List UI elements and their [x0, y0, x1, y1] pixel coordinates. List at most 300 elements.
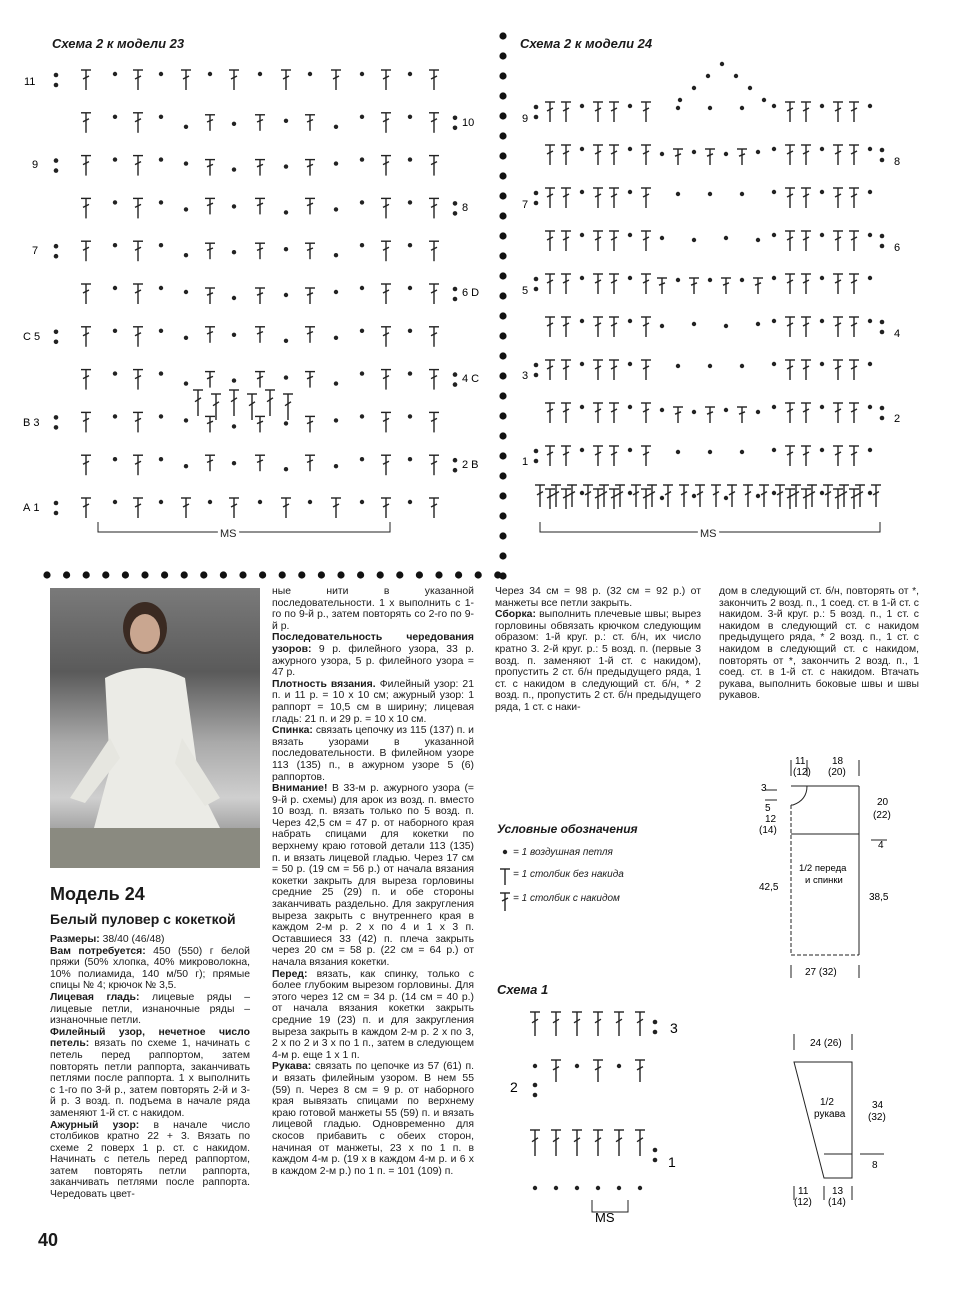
chain-dot [308, 72, 312, 76]
chain-dot [868, 147, 872, 151]
stitch-mark [801, 274, 811, 294]
dim-label: (20) [828, 767, 846, 778]
model-subtitle: Белый пуловер с кокеткой [50, 911, 236, 927]
chain-dot [740, 192, 744, 196]
stitch-mark [255, 160, 265, 176]
divider-dot [337, 571, 344, 578]
chain-dot [534, 191, 539, 196]
divider-dot [499, 312, 506, 319]
schema1-title: Схема 1 [497, 982, 549, 997]
stitch-mark [255, 288, 265, 304]
divider-dot [499, 52, 506, 59]
stitch-mark [133, 113, 143, 133]
chain-dot [184, 161, 188, 165]
chain-dot [692, 238, 696, 242]
chain-dot [692, 494, 696, 498]
stitch-mark [381, 113, 391, 133]
chain-dot [628, 491, 632, 495]
chain-dot [284, 210, 288, 214]
dim-label: 27 (32) [805, 967, 837, 978]
chain-dot [159, 115, 163, 119]
stitch-mark [429, 70, 439, 90]
stitch-mark [205, 243, 215, 259]
schema24-title: Схема 2 к модели 24 [520, 36, 653, 51]
chain-dot [820, 319, 824, 323]
dim-label: (22) [873, 810, 891, 821]
stitch-mark [429, 412, 439, 432]
stitch-mark [265, 390, 275, 416]
divider-dot [499, 132, 506, 139]
stitch-mark [641, 188, 651, 208]
stitch-mark [229, 390, 239, 416]
chain-dot [334, 336, 338, 340]
stitch-mark [229, 498, 239, 518]
stitch-mark [849, 188, 859, 208]
divider-dot [499, 72, 506, 79]
chain-dot [534, 201, 539, 206]
stitch-mark [561, 360, 571, 380]
stitch-mark [663, 485, 673, 507]
chain-dot [880, 320, 885, 325]
chain-dot [453, 126, 458, 131]
divider-dot [279, 571, 286, 578]
stitch-mark [545, 102, 555, 122]
chain-dot [184, 290, 188, 294]
chain-dot [740, 278, 744, 282]
divider-dot [499, 32, 506, 39]
stitch-mark [381, 284, 391, 304]
stitch-mark [593, 403, 603, 423]
chain-dot [334, 125, 338, 129]
stitch-mark [641, 231, 651, 251]
stitch-mark [255, 115, 265, 131]
chain-dot [284, 247, 288, 251]
chain-dot [360, 329, 364, 333]
chain-dot [159, 414, 163, 418]
chain-dot [208, 500, 212, 504]
chain-dot [360, 500, 364, 504]
stitch-mark [81, 412, 91, 432]
stitch-mark [545, 317, 555, 337]
chain-dot [660, 236, 664, 240]
chain-dot [534, 373, 539, 378]
paragraph: Ажурный узор: в начале число столбиков кратно 22 + 3. Вязать по схеме 2 поверх 1 р. ст. с накидом. Начинать с петель перед раппортом, затем повторять петли раппорта, заканчивать петлями после раппорта. Чередовать цвет- [50, 1119, 250, 1201]
chain-dot [880, 406, 885, 411]
chain-dot [580, 147, 584, 151]
stitch-mark [381, 70, 391, 90]
stitch-mark [545, 446, 555, 466]
chain-dot [740, 364, 744, 368]
stitch-mark [283, 394, 293, 420]
pattern-body [745, 750, 915, 985]
stitch-mark [593, 145, 603, 165]
stitch-mark [429, 113, 439, 133]
stitch-mark [572, 1012, 582, 1036]
chain-dot [748, 86, 752, 90]
divider-dot [220, 571, 227, 578]
stitch-mark [429, 241, 439, 261]
chain-dot [184, 125, 188, 129]
divider-dot [499, 352, 506, 359]
stitch-mark [673, 407, 683, 423]
chain-dot [772, 276, 776, 280]
chain-dot [724, 496, 728, 500]
stitch-mark [305, 416, 315, 432]
divider-dot [499, 232, 506, 239]
stitch-mark [561, 231, 571, 251]
divider-dot [298, 571, 305, 578]
chain-dot [113, 157, 117, 161]
stitch-mark [849, 403, 859, 423]
chain-dot [408, 243, 412, 247]
stitch-mark [205, 455, 215, 471]
stitch-mark [429, 327, 439, 347]
row-label: В 3 [23, 417, 40, 429]
stitch-mark [81, 113, 91, 133]
divider-dot [396, 571, 403, 578]
chain-dot [575, 1064, 579, 1068]
chain-dot [653, 1158, 658, 1163]
chain-dot [113, 286, 117, 290]
paragraph: дом в следующий ст. б/н, повторять от *, закончить 2 возд. п., 1 соед. ст. в 1-й ст. с накидом. 3-й круг. р.: 5 возд. п., 1 ст. с накидом в следующий ст. с накидом предыдущего ряда, * 2 возд. п., 1 ст. с накидом в следующий ст. с накидом, повторять от *, закончить 2 возд. п., 1 соед. ст. в 1-й ст. с накидом. Втачать рукава, выполнить боковые швы и швы рукавов. [719, 586, 919, 702]
chain-dot [159, 200, 163, 204]
stitch-mark [133, 241, 143, 261]
divider-dot [499, 252, 506, 259]
chain-dot [54, 330, 59, 335]
stitch-mark [849, 317, 859, 337]
chain-dot [334, 381, 338, 385]
chain-dot [232, 296, 236, 300]
stitch-mark [609, 360, 619, 380]
stitch-mark [833, 188, 843, 208]
chain-dot [868, 491, 872, 495]
chain-dot [232, 461, 236, 465]
stitch-mark [381, 412, 391, 432]
stitch-grid [530, 1012, 657, 1190]
stitch-mark [381, 156, 391, 176]
chain-dot [638, 1186, 642, 1190]
model-title: Модель 24 [50, 884, 145, 904]
stitch-mark [133, 498, 143, 518]
chain-dot [113, 243, 117, 247]
divider-dot [499, 212, 506, 219]
dim-label: и спинки [805, 875, 843, 886]
dim-label: 42,5 [759, 882, 779, 893]
chain-dot [533, 1064, 537, 1068]
chain-dot [720, 62, 724, 66]
stitch-mark [833, 489, 843, 509]
stitch-mark [205, 160, 215, 176]
chain-dot [880, 234, 885, 239]
stitch-mark [833, 446, 843, 466]
legend-title: Условные обозначения [497, 822, 638, 836]
stitch-mark [801, 446, 811, 466]
chain-dot [159, 329, 163, 333]
stitch-mark [381, 198, 391, 218]
divider-dot [239, 571, 246, 578]
chain-dot [408, 115, 412, 119]
paragraph: Сборка: выполнить плечевые швы; вырез горловины обвязать крючком следующим образом: 1-й круг. р.: ст. б/н, их число кратно 3. 2-й круг. р.: 5 возд. п. (первые 3 возд. п. заменяют 1-й ст. с накидом), пропустить 2 ст. б/н предыдущего ряда, 1 ст. с накидом в следующий ст. б/н, * 2 возд. п., пропустить 2 ст. б/н предыдущего ряда, 1 ст. с наки- [495, 609, 701, 713]
stitch-mark [801, 188, 811, 208]
divider-dot [122, 571, 129, 578]
chain-dot [54, 501, 59, 506]
stitch-mark [331, 498, 341, 518]
stitch-mark [593, 489, 603, 509]
dim-label: рукава [814, 1109, 846, 1120]
chain-dot [820, 190, 824, 194]
chain-dot [453, 297, 458, 302]
chain-dot [360, 457, 364, 461]
divider-dot [259, 571, 266, 578]
chain-dot [184, 381, 188, 385]
dim-label: 3 [761, 783, 767, 794]
chain-dot [756, 494, 760, 498]
chain-dot [284, 339, 288, 343]
photo-figure [50, 588, 260, 868]
chain-dot [533, 1186, 537, 1190]
stitch-mark [81, 156, 91, 176]
chain-dot [580, 491, 584, 495]
chain-dot [54, 425, 59, 430]
stitch-mark [801, 403, 811, 423]
stitch-mark [561, 489, 571, 509]
chain-dot [534, 105, 539, 110]
schema1-chart [500, 1000, 700, 1225]
chain-dot [708, 278, 712, 282]
stitch-mark [593, 1012, 603, 1036]
stitch-mark [593, 102, 603, 122]
stitch-mark [593, 446, 603, 466]
stitch-mark [561, 188, 571, 208]
stitch-mark [593, 1130, 603, 1156]
stitch-mark [641, 274, 651, 294]
chain-dot [408, 414, 412, 418]
chain-dot [692, 150, 696, 154]
stitch-mark [641, 317, 651, 337]
chain-dot [408, 329, 412, 333]
stitch-mark [721, 278, 731, 294]
stitch-mark [689, 278, 699, 294]
chain-dot [360, 115, 364, 119]
stitch-mark [609, 188, 619, 208]
schema23-title: Схема 2 к модели 23 [52, 36, 185, 51]
chain-dot [596, 1186, 600, 1190]
chain-dot [820, 104, 824, 108]
chain-dot [360, 286, 364, 290]
stitch-mark [785, 231, 795, 251]
chain-dot [232, 378, 236, 382]
stitch-mark [561, 317, 571, 337]
stitch-mark [561, 102, 571, 122]
row-label: 3 [670, 1020, 678, 1036]
chain-dot [580, 190, 584, 194]
stitch-mark [631, 485, 641, 507]
stitch-mark [785, 274, 795, 294]
stitch-mark [305, 243, 315, 259]
divider-dot [200, 571, 207, 578]
stitch-mark [205, 416, 215, 432]
chain-stitch-icon [503, 850, 507, 854]
stitch-mark [593, 317, 603, 337]
chain-dot [232, 122, 236, 126]
stitch-mark [381, 241, 391, 261]
divider-dot [499, 292, 506, 299]
stitch-mark [429, 284, 439, 304]
chain-dot [159, 243, 163, 247]
row-label: 9 [32, 159, 39, 171]
chain-dot [284, 119, 288, 123]
chain-dot [54, 415, 59, 420]
row-label: 7 [32, 245, 39, 257]
dim-label: 11 [798, 1186, 809, 1197]
chain-dot [734, 74, 738, 78]
row-label: 2 [894, 413, 901, 425]
stitch-mark [205, 198, 215, 214]
paragraph: Рукава: связать по цепочке из 57 (61) п. и вязать филейным узором. В нем 55 (59) п. Через 8 см = 9 р. от наборного края вывязать спицами по верхнему краю готовой манжеты 55 (59) п. и вязать лицевой гладью. Одновременно для скосов прибавить с обеих сторон, начиная от манжеты, 23 х по 1 п. в каждом 4-м р. (19 х в каждом 4-м р. и 6 х в каждом 2-м р.) по 1 п. = 101 (109) п. [272, 1061, 474, 1177]
divider-dot [499, 392, 506, 399]
chain-dot [617, 1064, 621, 1068]
chain-dot [692, 86, 696, 90]
dim-label: 12 [765, 814, 777, 825]
stitch-mark [305, 160, 315, 176]
chain-dot [113, 200, 117, 204]
chain-dot [628, 233, 632, 237]
row-label: С 5 [23, 331, 41, 343]
chain-dot [676, 192, 680, 196]
chain-dot [772, 233, 776, 237]
stitch-mark [331, 70, 341, 90]
stitch-mark [381, 498, 391, 518]
chain-dot [113, 329, 117, 333]
chain-dot [408, 286, 412, 290]
chain-dot [580, 362, 584, 366]
stitch-mark [833, 102, 843, 122]
divider-dot [499, 272, 506, 279]
chain-dot [360, 414, 364, 418]
ms-label: MS [700, 528, 717, 540]
stitch-grid [54, 70, 458, 518]
chain-dot [113, 457, 117, 461]
chain-dot [159, 371, 163, 375]
stitch-mark [133, 70, 143, 90]
chain-dot [653, 1020, 658, 1025]
chain-dot [880, 148, 885, 153]
chain-dot [360, 72, 364, 76]
stitch-mark [81, 498, 91, 518]
divider-dot [499, 532, 506, 539]
stitch-mark [561, 446, 571, 466]
chain-dot [660, 152, 664, 156]
stitch-mark [561, 145, 571, 165]
divider-dot [63, 571, 70, 578]
stitch-mark [785, 489, 795, 509]
divider-dot [499, 172, 506, 179]
stitch-mark [305, 288, 315, 304]
stitch-mark [181, 498, 191, 518]
chain-dot [159, 72, 163, 76]
dim-label: 5 [765, 803, 771, 814]
paragraph: Последовательность чередования узоров: 9 р. филейного узора, 33 р. ажурного узора, 5 р. филейного узора = 47 р. [272, 632, 474, 679]
dim-label: (14) [828, 1197, 846, 1208]
dim-label: (12) [794, 1197, 812, 1208]
chain-dot [820, 276, 824, 280]
chain-dot [692, 410, 696, 414]
stitch-mark [205, 372, 215, 388]
stitch-mark [609, 317, 619, 337]
row-label: 8 [462, 202, 469, 214]
chain-dot [628, 276, 632, 280]
stitch-mark [305, 115, 315, 131]
stitch-mark [81, 198, 91, 218]
chain-dot [208, 72, 212, 76]
divider-dot [102, 571, 109, 578]
row-label: 2 [510, 1079, 518, 1095]
stitch-mark [641, 489, 651, 509]
chain-dot [534, 459, 539, 464]
row-label: 9 [522, 113, 529, 125]
stitch-mark [635, 1130, 645, 1156]
chain-dot [772, 405, 776, 409]
divider-dot [499, 192, 506, 199]
stitch-mark [833, 403, 843, 423]
divider-dot [499, 372, 506, 379]
divider-dot [475, 571, 482, 578]
row-label: 6 D [462, 287, 480, 299]
stitch-mark [81, 455, 91, 475]
chain-dot [772, 147, 776, 151]
chain-dot [54, 158, 59, 163]
dim-label: 24 (26) [810, 1038, 842, 1049]
chain-dot [660, 408, 664, 412]
chain-dot [113, 414, 117, 418]
legend-item: = 1 столбик без накида [513, 869, 624, 880]
chain-dot [708, 192, 712, 196]
stitch-mark [81, 241, 91, 261]
stitch-mark [255, 327, 265, 343]
chain-dot [453, 382, 458, 387]
chain-dot [868, 190, 872, 194]
chain-dot [453, 287, 458, 292]
stitch-mark [530, 1012, 540, 1036]
stitch-grid [534, 62, 885, 509]
chain-dot [54, 254, 59, 259]
divider-dot [499, 152, 506, 159]
chain-dot [534, 287, 539, 292]
chain-dot [360, 371, 364, 375]
chain-dot [772, 448, 776, 452]
chain-dot [628, 319, 632, 323]
divider-dot [499, 552, 506, 559]
stitch-mark [743, 485, 753, 507]
stitch-mark [255, 372, 265, 388]
divider-dot [499, 492, 506, 499]
chain-dot [408, 157, 412, 161]
chain-dot [54, 168, 59, 173]
chain-dot [756, 410, 760, 414]
stitch-mark [785, 446, 795, 466]
chain-dot [159, 457, 163, 461]
stitch-mark [551, 1012, 561, 1036]
chain-dot [628, 362, 632, 366]
divider-dot [499, 112, 506, 119]
stitch-mark [133, 327, 143, 347]
chain-dot [706, 74, 710, 78]
stitch-mark [545, 145, 555, 165]
chain-dot [820, 147, 824, 151]
stitch-mark [193, 390, 203, 416]
chain-dot [54, 511, 59, 516]
chain-dot [54, 73, 59, 78]
